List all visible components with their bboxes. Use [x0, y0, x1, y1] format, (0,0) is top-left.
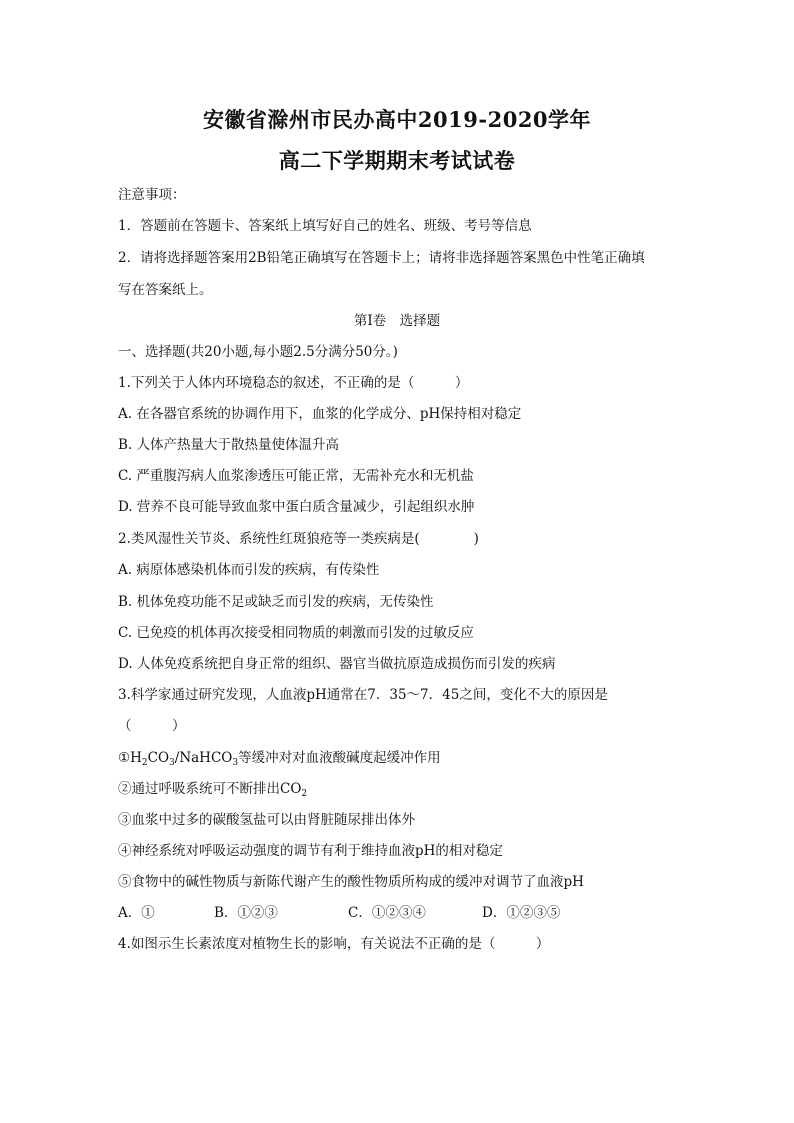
statement-1-subscript-1: 2 — [141, 758, 148, 768]
statement-2-text: ②通过呼吸系统可不断排出CO — [118, 781, 302, 797]
notes-heading: 注意事项： — [118, 187, 186, 203]
notes-item-2-line2: 写在答案纸上。 — [118, 282, 213, 298]
question-3-option-a: A．① — [118, 905, 155, 921]
question-2-option-d: D. 人体免疫系统把自身正常的组织、器官当做抗原造成损伤而引发的疾病 — [118, 656, 556, 672]
question-3-option-b: B．①②③ — [214, 905, 278, 921]
question-3-stem-line1: 3.科学家通过研究发现，人血液pH通常在7．35～7．45之间，变化不大的原因是 — [118, 687, 608, 703]
section-instruction: 一、选择题(共20小题,每小题2.5分满分50分。) — [118, 344, 398, 360]
question-1-option-b: B. 人体产热量大于散热量使体温升高 — [118, 437, 340, 453]
question-2-stem: 2.类风湿性关节炎、系统性红斑狼疮等一类疾病是( ) — [118, 531, 479, 547]
question-3-statement-2 — [118, 780, 307, 798]
question-3-option-d: D．①②③⑤ — [482, 905, 561, 921]
statement-1-subscript-2: 3 — [169, 758, 175, 768]
question-1-option-a: A. 在各器官系统的协调作用下，血浆的化学成分、pH保持相对稳定 — [118, 406, 522, 422]
statement-2-subscript: 2 — [301, 789, 308, 799]
question-2-option-b: B. 机体免疫功能不足或缺乏而引发的疾病，无传染性 — [118, 594, 434, 610]
statement-1-subscript-3: 3 — [232, 758, 239, 768]
question-1-option-d: D. 营养不良可能导致血浆中蛋白质含量减少，引起组织水肿 — [118, 499, 475, 515]
question-3-options — [118, 904, 678, 922]
question-3-statement-5: ⑤食物中的碱性物质与新陈代谢产生的酸性物质所构成的缓冲对调节了血液pH — [118, 874, 584, 890]
question-2-option-a: A. 病原体感染机体而引发的疾病，有传染性 — [118, 562, 380, 578]
statement-1-text-c: /NaHCO — [174, 750, 233, 766]
question-1-stem: 1.下列关于人体内环境稳态的叙述，不正确的是（ ） — [118, 375, 469, 391]
question-3-statement-3: ③血浆中过多的碳酸氢盐可以由肾脏随尿排出体外 — [118, 812, 415, 828]
notes-item-2-line1: 2．请将选择题答案用2B铅笔正确填写在答题卡上；请将非选择题答案黑色中性笔正确填 — [118, 250, 645, 266]
question-2-option-c: C. 已免疫的机体再次接受相同物质的刺激而引发的过敏反应 — [118, 625, 474, 641]
exam-title-line1: 安徽省滁州市民办高中2019-2020学年 — [202, 107, 592, 132]
question-3-option-c: C．①②③④ — [348, 905, 426, 921]
statement-1-text-a: ①H — [118, 750, 142, 766]
statement-1-text-d: 等缓冲对对血液酸碱度起缓冲作用 — [238, 750, 441, 766]
question-1-option-c: C. 严重腹泻病人血浆渗透压可能正常，无需补充水和无机盐 — [118, 468, 474, 484]
section-title: 第I卷 选择题 — [353, 313, 441, 329]
exam-title-line2: 高二下学期期末考试试卷 — [278, 148, 516, 173]
question-3-statement-4: ④神经系统对呼吸运动强度的调节有利于维持血液pH的相对稳定 — [118, 843, 503, 859]
notes-item-1: 1．答题前在答题卡、答案纸上填写好自己的姓名、班级、考号等信息 — [118, 218, 532, 234]
question-3-stem-line2: （ ） — [118, 718, 186, 734]
question-4-stem: 4.如图示生长素浓度对植物生长的影响，有关说法不正确的是（ ） — [118, 936, 550, 952]
statement-1-text-b: CO — [147, 750, 170, 766]
question-3-statement-1 — [118, 749, 441, 767]
